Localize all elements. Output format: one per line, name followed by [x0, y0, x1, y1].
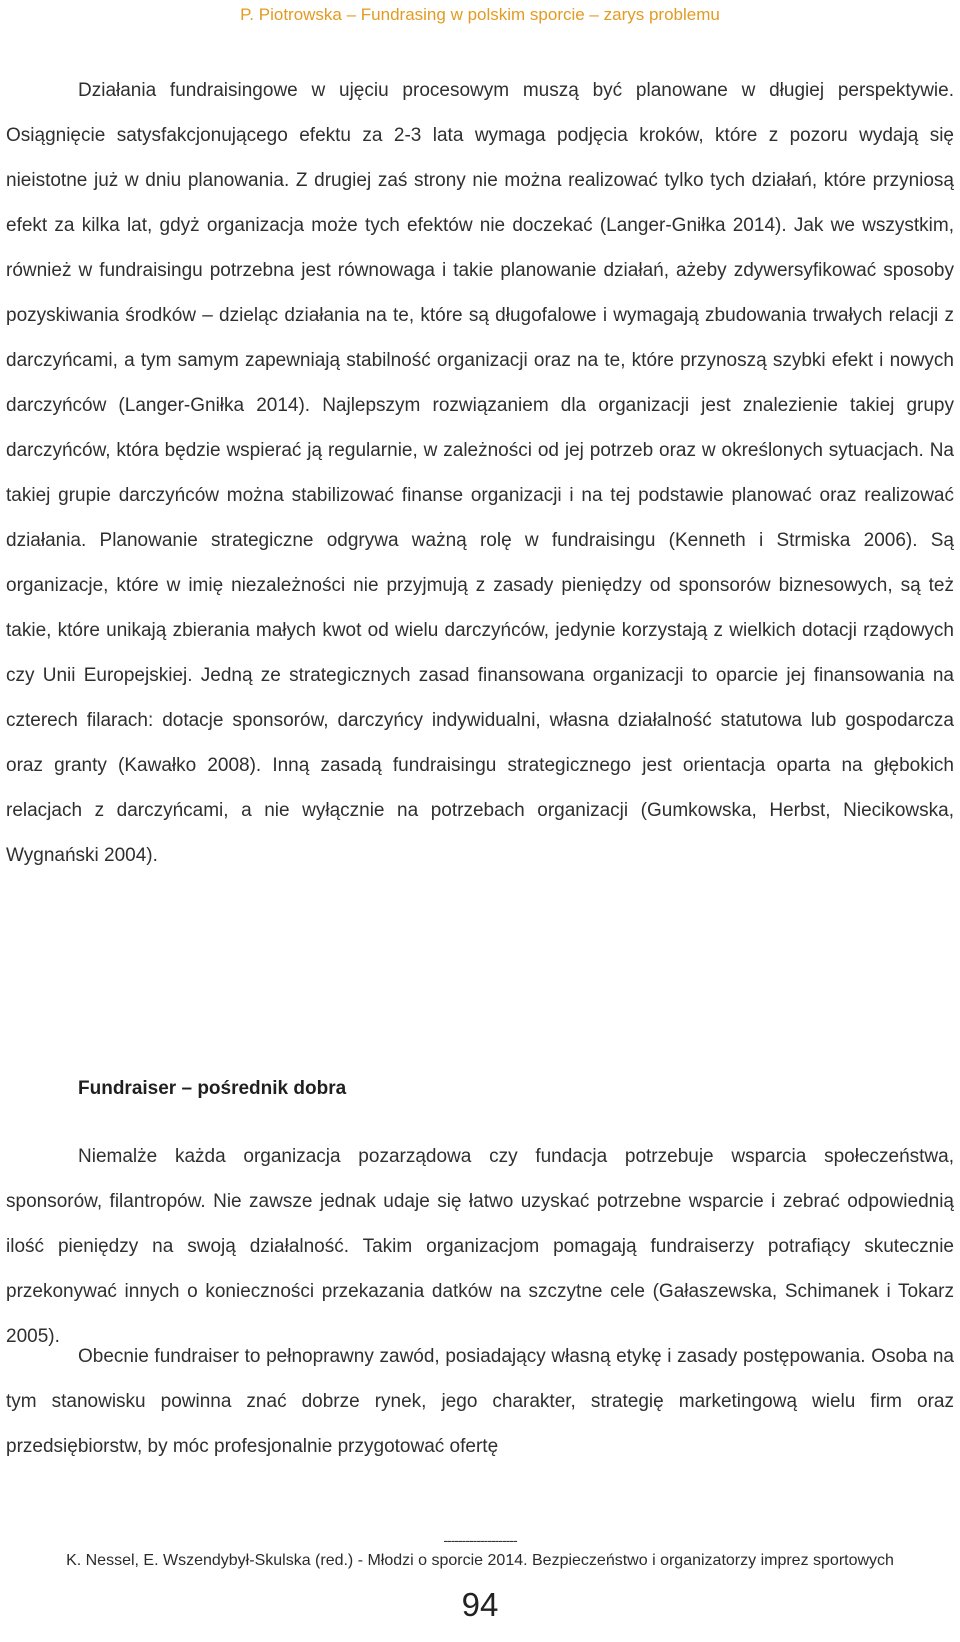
- footer-citation: K. Nessel, E. Wszendybył-Skulska (red.) - Młodzi o sporcie 2014. Bezpieczeństwo i organizatorzy imprez sportowych: [66, 1552, 894, 1569]
- running-header: P. Piotrowska – Fundrasing w polskim sporcie – zarys problemu: [240, 5, 720, 24]
- body-paragraph-1: Działania fundraisingowe w ujęciu procesowym muszą być planowane w długiej perspektywie. Osiągnięcie satysfakcjonującego efektu za 2-3 lata wymaga podjęcia kroków, które z pozoru wydają się nieistotne już w dniu planowania. Z drugiej zaś strony nie można realizować tylko tych działań, które przyniosą efekt za kilka lat, gdyż organizacja może tych efektów nie doczekać (Langer-Gniłka 2014). Jak we wszystkim, również w fundraisingu potrzebna jest równowaga i takie planowanie działań, ażeby zdywersyfikować sposoby pozyskiwania środków – dzieląc działania na te, które są długofalowe i wymagają zbudowania trwałych relacji z darczyńcami, a tym samym zapewniają stabilność organizacji oraz na te, które przynoszą szybki efekt i nowych darczyńców (Langer-Gniłka 2014). Najlepszym rozwiązaniem dla organizacji jest znalezienie takiej grupy darczyńców, która będzie wspierać ją regularnie, w zależności od jej potrzeb oraz w określonych sytuacjach. Na takiej grupie darczyńców można stabilizować finanse organizacji i na tej podstawie planować oraz realizować działania. Planowanie strategiczne odgrywa ważną rolę w fundraisingu (Kenneth i Strmiska 2006). Są organizacje, które w imię niezależności nie przyjmują z zasady pieniędzy od sponsorów biznesowych, są też takie, które unikają zbierania małych kwot od wielu darczyńców, jedynie korzystają z wielkich dotacji rządowych czy Unii Europejskiej. Jedną ze strategicznych zasad finansowana organizacji to oparcie jej finansowania na czterech filarach: dotacje sponsorów, darczyńcy indywidualni, własna działalność statutowa lub gospodarcza oraz granty (Kawałko 2008). Inną zasadą fundraisingu strategicznego jest orientacja oparta na głębokich relacjach z darczyńcami, a nie wyłącznie na potrzebach organizacji (Gumkowska, Herbst, Niecikowska, Wygnański 2004).: [6, 80, 954, 866]
- section-heading: Fundraiser – pośrednik dobra: [78, 1078, 347, 1099]
- footer-separator: --------------------: [443, 1532, 517, 1548]
- page-number: 94: [461, 1586, 499, 1623]
- body-paragraph-2: Niemalże każda organizacja pozarządowa czy fundacja potrzebuje wsparcia społeczeństwa, sponsorów, filantropów. Nie zawsze jednak udaje się łatwo uzyskać potrzebne wsparcie i zebrać odpowiednią ilość pieniędzy na swoją działalność. Takim organizacjom pomagają fundraiserzy potrafiący skutecznie przekonywać innych o konieczności przekazania datków na szczytne cele (Gałaszewska, Schimanek i Tokarz 2005).: [6, 1146, 954, 1347]
- body-paragraph-3: Obecnie fundraiser to pełnoprawny zawód, posiadający własną etykę i zasady postępowania. Osoba na tym stanowisku powinna znać dobrze rynek, jego charakter, strategię marketingową wielu firm oraz przedsiębiorstw, by móc profesjonalnie przygotować ofertę: [6, 1346, 954, 1457]
